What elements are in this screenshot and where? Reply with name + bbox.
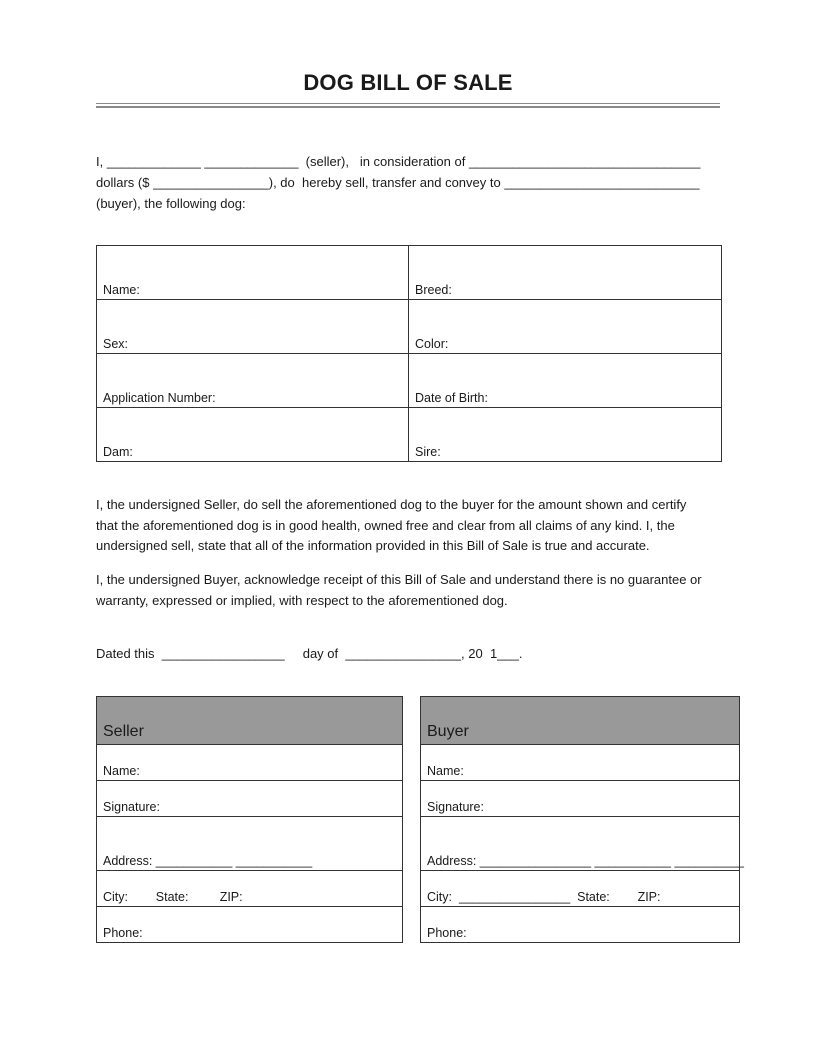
buyer-heading: Buyer	[421, 697, 740, 745]
buyer-city-state-zip-field[interactable]: City: ________________ State: ZIP:	[421, 871, 740, 907]
dog-details-table	[96, 245, 722, 462]
intro-line-1: I, _____________ _____________ (seller), in consideration of ________________________________	[96, 154, 701, 169]
dog-date-of-birth-field[interactable]: Date of Birth:	[409, 354, 722, 408]
dog-name-field[interactable]: Name:	[97, 246, 409, 300]
dog-breed-field[interactable]: Breed:	[409, 246, 722, 300]
document-title: DOG BILL OF SALE	[303, 70, 513, 95]
buyer-signature-box	[420, 696, 744, 943]
buyer-name-field[interactable]: Name:	[421, 745, 740, 781]
seller-name-field[interactable]: Name:	[97, 745, 403, 781]
dated-line: Dated this _________________ day of ________________, 20 1___.	[96, 646, 523, 661]
seller-signature-field[interactable]: Signature:	[97, 781, 403, 817]
dog-dam-field[interactable]: Dam:	[97, 408, 409, 462]
seller-phone-field[interactable]: Phone:	[97, 907, 403, 943]
seller-statement: I, the undersigned Seller, do sell the aforementioned dog to the buyer for the amount shown and certify that the aforementioned dog is in good health, owned free and clear from all claims of any kind. I, the undersigned sell, state that all of the information provided in this Bill of Sale is true and accurate.	[96, 497, 687, 553]
intro-line-2: dollars ($ ________________), do hereby sell, transfer and convey to ___________________________	[96, 175, 700, 190]
buyer-phone-field[interactable]: Phone:	[421, 907, 740, 943]
dog-application-number-field[interactable]: Application Number:	[97, 354, 409, 408]
dog-sex-field[interactable]: Sex:	[97, 300, 409, 354]
table-row	[97, 246, 722, 300]
buyer-statement: I, the undersigned Buyer, acknowledge receipt of this Bill of Sale and understand there is no guarantee or warranty, expressed or implied, with respect to the aforementioned dog.	[96, 572, 702, 608]
title-rule-thin	[96, 103, 720, 104]
title-rule-thick	[96, 106, 720, 108]
seller-signature-box	[96, 696, 403, 943]
dog-sire-field[interactable]: Sire:	[409, 408, 722, 462]
table-row	[97, 300, 722, 354]
table-row	[97, 408, 722, 462]
buyer-signature-field[interactable]: Signature:	[421, 781, 740, 817]
buyer-address-field[interactable]: Address: ________________ ___________ __________	[421, 817, 740, 871]
table-row	[97, 354, 722, 408]
seller-city-state-zip-field[interactable]: City: State: ZIP:	[97, 871, 403, 907]
intro-line-3: (buyer), the following dog:	[96, 196, 246, 211]
seller-heading: Seller	[97, 697, 403, 745]
dog-color-field[interactable]: Color:	[409, 300, 722, 354]
seller-address-field[interactable]: Address: ___________ ___________	[97, 817, 403, 871]
